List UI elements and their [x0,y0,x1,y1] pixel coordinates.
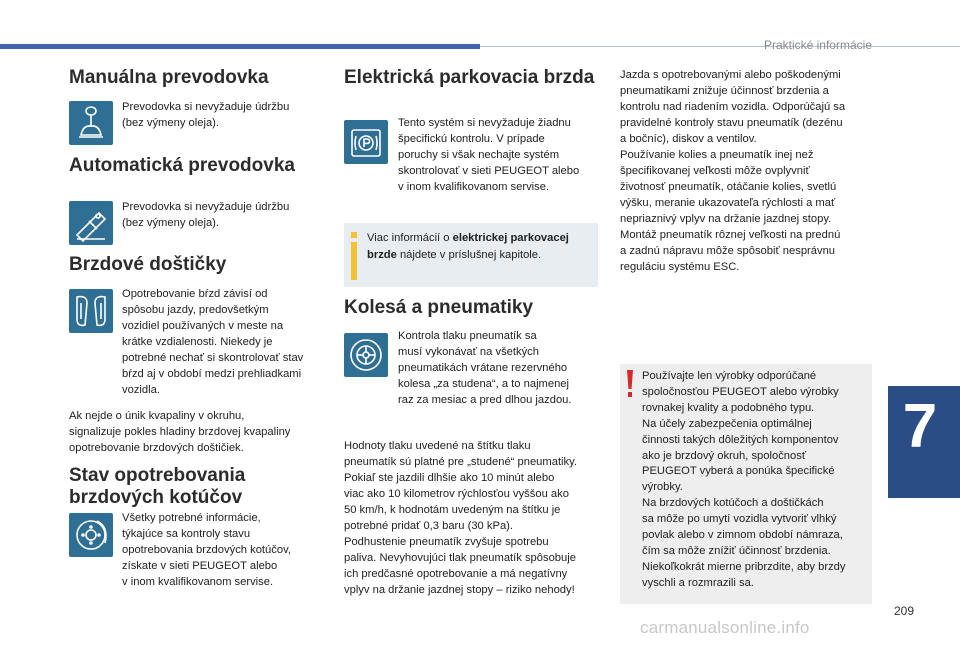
warning-line: rovnakej kvality a podobného typu. [642,401,815,414]
right-body-line: a zadnú nápravu môže spôsobiť nesprávnu [620,245,836,257]
right-body-line: výšku, meranie ukazovateľa rýchlosti a mať [620,197,836,209]
wheels-body-line: vplyv na držanie jazdnej stopy – riziko nehody! [344,584,575,596]
wheels-body-line: pneumatík sú platné pre „studené“ pneumatiky. [344,456,577,468]
discs-line: Všetky potrebné informácie, [122,512,261,524]
section-title-manual: Manuálna prevodovka [69,67,269,88]
parking-line: skontrolovať v sieti PEUGEOT alebo [398,165,580,177]
discs-title-line-2: brzdových kotúčov [69,487,243,508]
pads-line: potrebné nechať si skontrolovať stav [122,352,304,364]
warning-line: činnosti takých dôležitých komponentov [642,433,839,446]
parking-line: v inom kvalifikovanom servise. [398,181,550,193]
page-number: 209 [894,604,915,618]
wheels-body-line: Hodnoty tlaku uvedené na štítku tlaku [344,440,531,452]
pads-note-line: opotrebovanie brzdových doštičiek. [69,442,244,454]
warning-line: PEUGEOT vyberá a ponúka špecifické [642,465,835,478]
wheels-body-line: Pokiaľ ste jazdili dlhšie ako 10 minút alebo [344,472,555,484]
warning-text [642,369,868,592]
right-body-line: Jazda s opotrebovanými alebo poškodenými [620,69,841,81]
info-suffix: nájdete v príslušnej kapitole. [396,249,542,261]
right-body-line: nepriaznivý vplyv na držanie jazdnej stopy. [620,213,832,225]
discs-line: získate v sieti PEUGEOT alebo [122,560,278,572]
pads-line: Opotrebovanie bŕzd závisí od [122,288,268,300]
warning-line: sa môže po umytí vozidla vytvoriť vlhký [642,513,837,526]
wheels-line: raz za mesiac a pred dlhou jazdou. [398,394,572,406]
wheels-line: kolesa „za studena“, a to najmenej [398,378,570,390]
wheels-body-line: paliva. Nevyhovujúci tlak pneumatík spôsobuje [344,552,576,564]
warning-line: ako je brzdový okruh, spoločnosť [642,449,807,462]
wheels-body-line: viac ako 10 kilometrov rýchlosťou vyššou ako [344,488,569,500]
manual-text-1: Prevodovka si nevyžaduje údržbu [122,101,290,113]
warning-line: čím sa môže znížiť účinnosť brzdenia. [642,544,831,557]
warning-line: Niekoľkokrát mierne pribrzdite, aby brzdy [642,560,846,573]
pads-line: spôsobu jazdy, predovšetkým [122,304,269,316]
right-body-line: kontrolu nad riadením vozidla. Odporúčajú sa [620,101,846,113]
parking-brake-icon [344,120,388,164]
header-rule [480,46,960,47]
right-body-line: reguláciu systému ESC. [620,261,740,273]
info-bold-1: elektrickej parkovacej [452,232,569,244]
wheels-line: Kontrola tlaku pneumatík sa [398,330,537,342]
watermark: carmanualsonline.info [640,618,810,637]
pads-note-line: signalizuje pokles hladiny brzdovej kvapaliny [69,426,291,438]
wheels-body-line: 50 km/h, k hodnotám uvedeným na štítku je [344,504,561,516]
info-icon [351,232,357,280]
automatic-text-1: Prevodovka si nevyžaduje údržbu [122,201,290,213]
warning-line: povlak alebo v zimnom období námraza, [642,529,843,542]
right-body-line: a bočníc), diskov a ventilov. [620,133,757,145]
right-body-line: Používanie kolies a pneumatík inej než [620,149,814,161]
pads-line: vozidiel používaných v meste na [122,320,284,332]
manual-text-2: (bez výmeny oleja). [122,117,219,129]
section-title-parking: Elektrická parkovacia brzda [344,67,595,88]
warning-line: výrobky. [642,481,683,494]
warning-line: spoločnosťou PEUGEOT alebo výrobky [642,385,839,398]
header-accent-bar [0,44,480,49]
right-body-line: špecifikovanej veľkosti môže ovplyvniť [620,165,810,177]
info-prefix: Viac informácií o [367,232,453,244]
warning-line: Na brzdových kotúčoch a doštičkách [642,497,824,510]
automatic-selector-icon [69,201,113,245]
section-title-discs [69,465,245,509]
parking-line: poruchy si však nechajte systém [398,149,560,161]
chapter-title: Praktické informácie [763,38,872,52]
warning-line: vyschli a rozmrazili sa. [642,576,754,589]
parking-line: špecifickú kontrolu. V prípade [398,133,545,145]
discs-line: opotrebovania brzdových kotúčov, [122,544,291,556]
discs-line: týkajúce sa kontroly stavu [122,528,251,540]
right-body-line: pravidelné kontroly stavu pneumatík (dezénu [620,117,843,129]
tyre-icon [344,333,388,377]
pads-note-line: Ak nejde o únik kvapaliny v okruhu, [69,410,245,422]
warning-line: Na účely zabezpečenia optimálnej [642,417,812,430]
brake-disc-icon [69,513,113,557]
automatic-text-2: (bez výmeny oleja). [122,217,219,229]
warning-line: Používajte len výrobky odporúčané [642,370,817,382]
info-text [367,230,589,264]
info-callout [344,223,598,287]
wheels-body-line: Podhustenie pneumatík zvyšuje spotrebu [344,536,549,548]
warning-icon [625,370,635,398]
section-title-wheels: Kolesá a pneumatiky [344,297,534,318]
parking-line: Tento systém si nevyžaduje žiadnu [398,117,571,129]
gear-lever-icon [69,101,113,145]
pads-line: krátke vzdialenosti. Niekedy je [122,336,273,348]
wheels-line: musí vykonávať na všetkých [398,346,539,358]
brake-pads-icon [69,289,113,333]
wheels-line: pneumatikách vrátane rezervného [398,362,568,374]
pads-line: vozidla. [122,384,160,396]
right-body-line: Montáž pneumatík rôznej veľkosti na prednú [620,229,841,241]
right-body-line: životnosť pneumatík, otáčanie kolies, svetlú [620,181,837,193]
pads-line: bŕzd aj v období medzi prehliadkami [122,368,302,380]
section-title-pads: Brzdové doštičky [69,254,227,275]
info-bold-2: brzde [367,249,397,261]
wheels-body-line: ich predčasné opotrebovanie a má negatívny [344,568,568,580]
wheels-body-line: potrebné pridať 0,3 baru (30 kPa). [344,520,514,532]
right-body-line: pneumatikami znižuje účinnosť brzdenia a [620,85,829,97]
discs-line: v inom kvalifikovanom servise. [122,576,274,588]
chapter-number: 7 [902,392,938,461]
warning-callout [620,364,872,604]
discs-title-line-1: Stav opotrebovania [69,465,246,486]
section-title-automatic: Automatická prevodovka [69,155,295,176]
